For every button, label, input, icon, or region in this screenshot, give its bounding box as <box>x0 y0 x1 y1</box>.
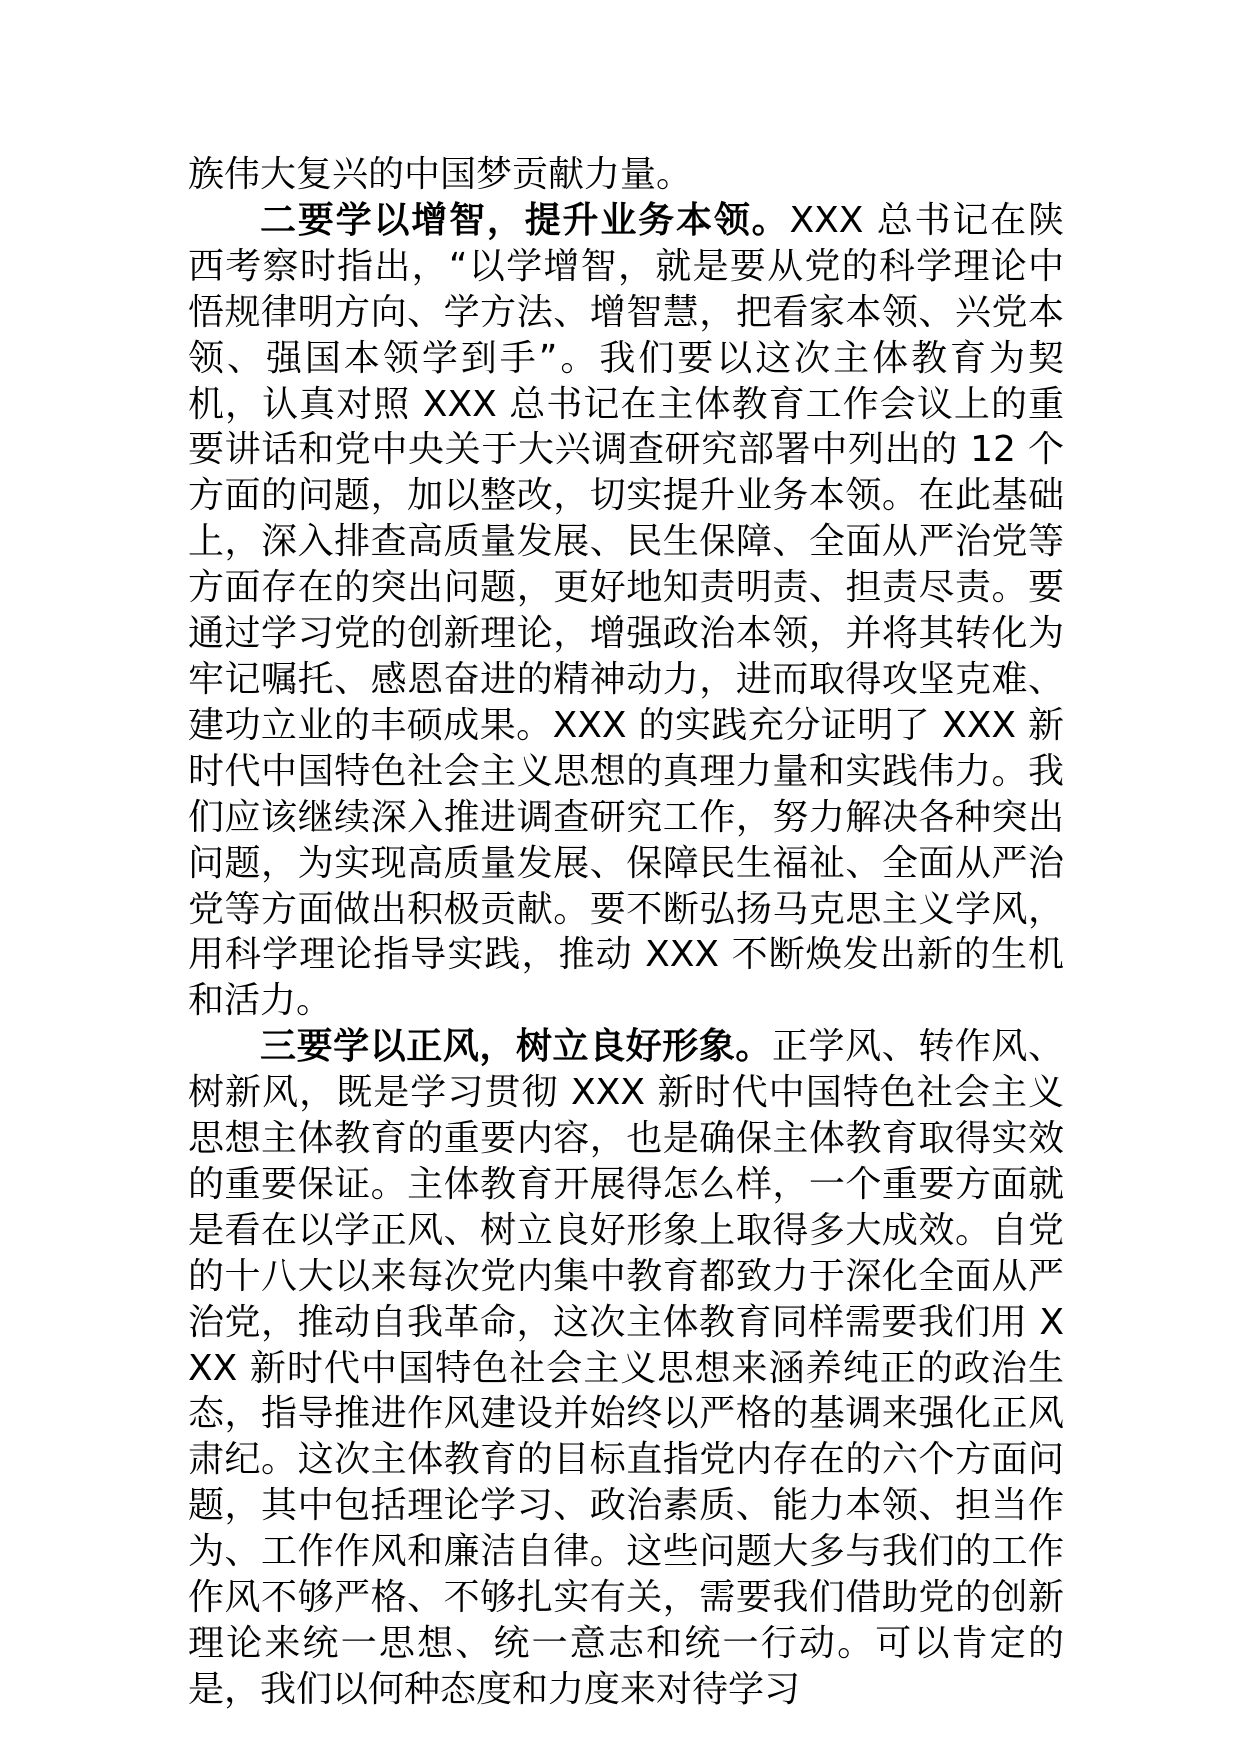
paragraph-continuation <box>188 152 1064 198</box>
document-page <box>188 152 1064 1713</box>
paragraph-lead-heading: 二要学以增智，提升业务本领。 <box>260 199 790 241</box>
paragraph-improve-skills <box>188 198 1064 1024</box>
paragraph-text: 正学风、转作风、树新风，既是学习贯彻 XXX 新时代中国特色社会主义思想主体教育的重要内容，也是确保主体教育取得实效的重要保证。主体教育开展得怎么样，一个重要方面就是看在以学正风、树立良好形象上取得多大成效。自党的十八大以来每次党内集中教育都致力于深化全面从严治党，推动自我革命，这次主体教育同样需要我们用 XXX 新时代中国特色社会主义思想来涵养纯正的政治生态，指导推进作风建设并始终以严格的基调来强化正风肃纪。这次主体教育的目标直指党内存在的六个方面问题，其中包括理论学习、政治素质、能力本领、担当作为、工作作风和廉洁自律。这些问题大多与我们的工作作风不够严格、不够扎实有关，需要我们借助党的创新理论来统一思想、统一意志和统一行动。可以肯定的是，我们以何种态度和力度来对待学习 <box>188 1026 1064 1710</box>
paragraph-correct-style <box>188 1024 1064 1713</box>
paragraph-text: XXX 总书记在陕西考察时指出，“以学增智，就是要从党的科学理论中悟规律明方向、学方法、增智慧，把看家本领、兴党本领、强国本领学到手”。我们要以这次主体教育为契机，认真对照 XXX 总书记在主体教育工作会议上的重要讲话和党中央关于大兴调查研究部署中列出的 12 个方面的问题，加以整改，切实提升业务本领。在此基础上，深入排查高质量发展、民生保障、全面从严治党等方面存在的突出问题，更好地知责明责、担责尽责。要通过学习党的创新理论，增强政治本领，并将其转化为牢记嘱托、感恩奋进的精神动力，进而取得攻坚克难、建功立业的丰硕成果。XXX 的实践充分证明了 XXX 新时代中国特色社会主义思想的真理力量和实践伟力。我们应该继续深入推进调查研究工作，努力解决各种突出问题，为实现高质量发展、保障民生福祉、全面从严治党等方面做出积极贡献。要不断弘扬马克思主义学风，用科学理论指导实践，推动 XXX 不断焕发出新的生机和活力。 <box>188 199 1064 1022</box>
paragraph-text: 族伟大复兴的中国梦贡献力量。 <box>188 154 693 195</box>
paragraph-lead-heading: 三要学以正风，树立良好形象。 <box>260 1026 772 1068</box>
